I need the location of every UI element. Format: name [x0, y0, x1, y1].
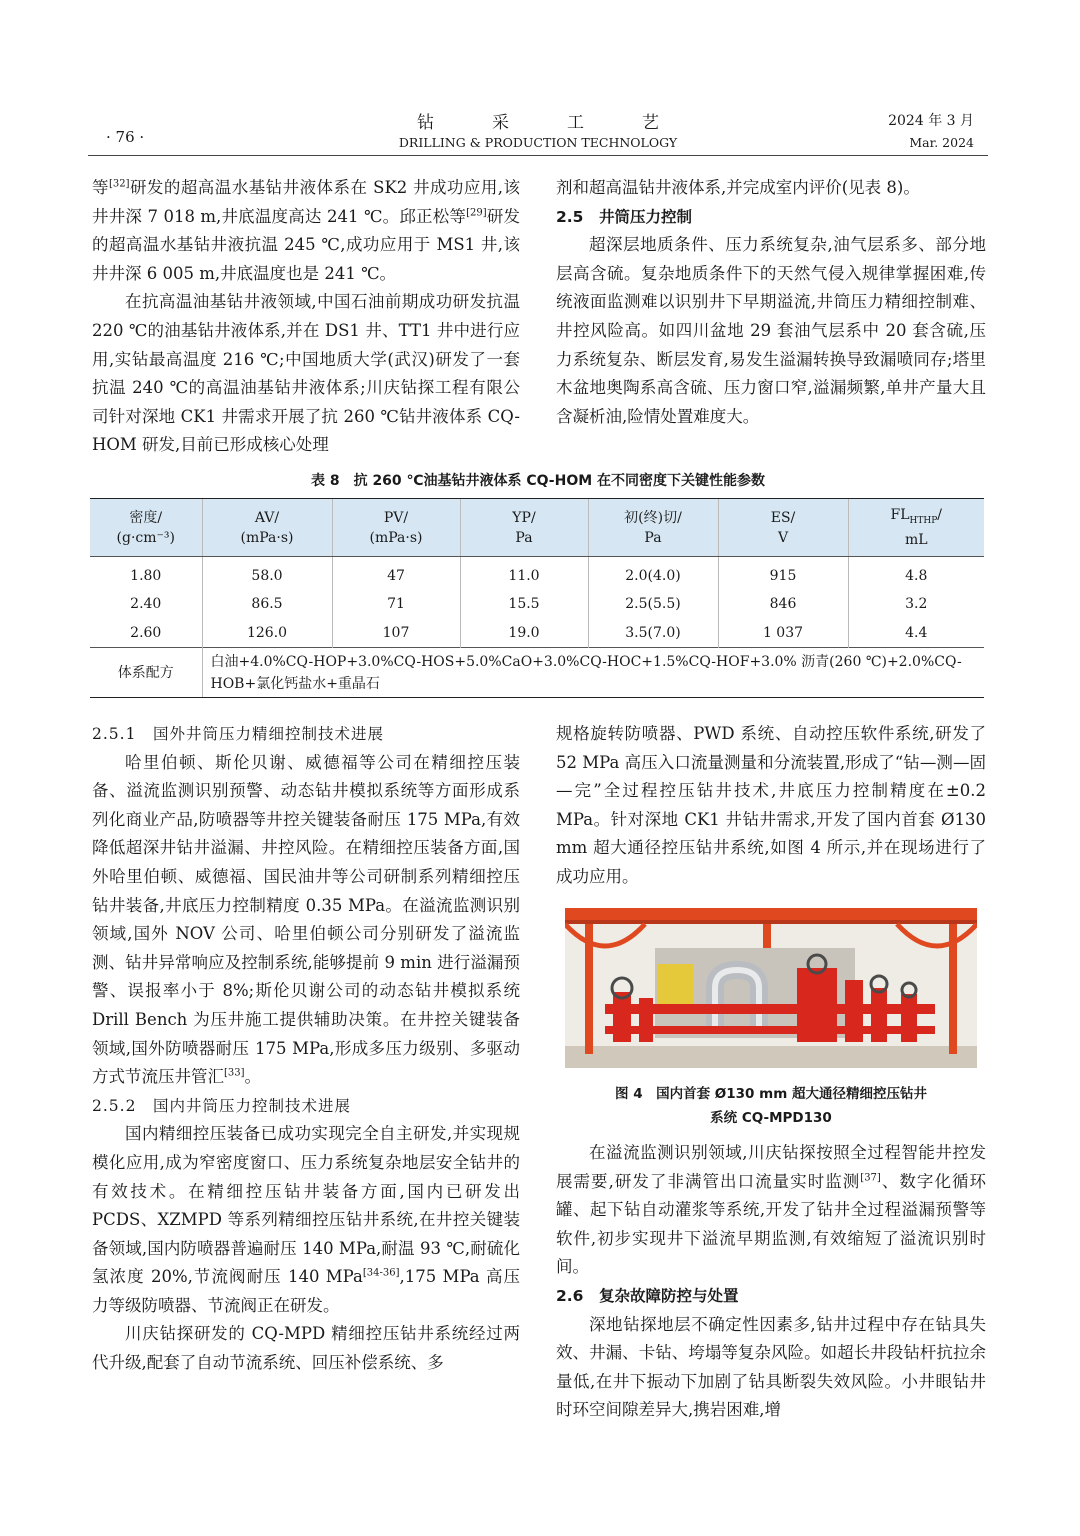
section-heading-2-5-1: 2.5.1 国外井筒压力精细控制技术进展: [92, 725, 384, 743]
table-row: [90, 619, 984, 648]
paragraph: 超深层地质条件、压力系统复杂,油气层系多、部分地层高含硫。复杂地质条件下的天然气侵入规律掌握困难,传统液面监测难以识别井下早期溢流,井筒压力精细控制难、井控风险高。如四川盆地 29 套油气层系中 20 套含硫,压力系统复杂、断层发育,易发生溢漏转换导致漏喷同存;塔里木盆地奥陶系高含硫、压力窗口窄,溢漏频繁,单井产量大且含凝析油,险情处置难度大。: [556, 235, 986, 426]
table-cell: 19.0: [460, 619, 588, 648]
citation[interactable]: [29]: [466, 207, 487, 219]
right-column-middle: [556, 720, 986, 892]
paragraph: 深地钻探地层不确定性因素多,钻井过程中存在钻具失效、井漏、卡钻、垮塌等复杂风险。如超长井段钻杆抗拉余量低,在井下振动下加剧了钻具断裂失效风险。小井眼钻井时环空间隙差异大,携岩困难,增: [556, 1314, 986, 1420]
table-cell: 71: [332, 590, 460, 619]
journal-title-cn: 钻采工艺: [417, 113, 717, 133]
table-cell: 846: [718, 590, 848, 619]
table-cell: 915: [718, 557, 848, 590]
citation[interactable]: [32]: [108, 178, 130, 190]
formula-text: 白油+4.0%CQ-HOP+3.0%CQ-HOS+5.0%CaO+3.0%CQ-HOC+1.5%CQ-HOF+3.0% 沥青(260 ℃)+2.0%CQ-HOB+氯化钙盐水+重晶石: [202, 648, 984, 698]
figure-4-photo: [565, 908, 977, 1068]
citation[interactable]: [37]: [860, 1172, 881, 1184]
table-row: [90, 590, 984, 619]
page-header: [88, 104, 988, 156]
journal-title-en: DRILLING & PRODUCTION TECHNOLOGY: [398, 135, 678, 150]
mpd-equipment-illustration: [565, 908, 977, 1068]
figure-caption: 图 4 国内首套 Ø130 mm 超大通径精细控压钻井 系统 CQ-MPD130: [615, 1086, 927, 1126]
issue-date-en: Mar. 2024: [909, 135, 974, 150]
table-cell: 2.0(4.0): [588, 557, 718, 590]
section-heading-2-5: 2.5 井筒压力控制: [556, 207, 692, 226]
column-header: $FL_{HTHP}/$ mL: [848, 499, 984, 557]
table-cell: 15.5: [460, 590, 588, 619]
citation[interactable]: [34-36]: [362, 1267, 400, 1279]
table-cell: 107: [332, 619, 460, 648]
table-cell: 11.0: [460, 557, 588, 590]
section-heading-2-5-2: 2.5.2 国内井筒压力控制技术进展: [92, 1096, 351, 1115]
paragraph: 规格旋转防喷器、PWD 系统、自动控压软件系统,研发了 52 MPa 高压入口流量测量和分流装置,形成了“钻—测—固—完”全过程控压钻井技术,井底压力控制精度在±0.2 MPa。针对深地 CK1 井钻井需求,开发了国内首套 Ø130 mm 超大通径控压钻井系统,如图 4 所示,并在现场进行了成功应用。: [556, 724, 986, 886]
column-header: PV/ (mPa·s): [332, 499, 460, 557]
paragraph: 哈里伯顿、斯伦贝谢、威德福等公司在精细控压装备、溢流监测识别预警、动态钻井模拟系统等方面形成系列化商业产品,防喷器等井控关键装备耐压 175 MPa,有效降低超深井钻井溢漏、井控风险。在精细控压装备方面,国外哈里伯顿、威德福、国民油井等公司研制系列精细控压钻井装备,井底压力控制精度 0.35 MPa。在溢流监测识别领域,国外 NOV 公司、哈里伯顿公司分别研发了溢流监测、钻井异常响应及控制系统,能够提前 9 min 进行溢漏预警、误报率小于 8%;斯伦贝谢公司的动态钻井模拟系统 Drill Bench 为压井施工提供辅助决策。在井控关键装备领域,国外防喷器耐压 175 MPa,形成多压力级别、多驱动方式节流压井管汇[33]。: [92, 752, 520, 1087]
table-cell: 47: [332, 557, 460, 590]
table-header-row: [90, 499, 984, 557]
left-column-bottom: [92, 720, 520, 1378]
table-cell: 1 037: [718, 619, 848, 648]
table-cell: 3.2: [848, 590, 984, 619]
right-column-top: [556, 174, 986, 431]
column-header: ES/ V: [718, 499, 848, 557]
paragraph: 在抗高温油基钻井液领域,中国石油前期成功研发抗温 220 ℃的油基钻井液体系,并在 DS1 井、TT1 井中进行应用,实钻最高温度 216 ℃;中国地质大学(武汉)研发了一套抗温 240 ℃的高温油基钻井液体系;川庆钻探工程有限公司针对深地 CK1 井需求开展了抗 260 ℃钻井液体系 CQ-HOM 研发,目前已形成核心处理: [92, 292, 520, 455]
column-header: YP/ Pa: [460, 499, 588, 557]
performance-table: [90, 498, 984, 698]
paragraph: 国内精细控压装备已成功实现完全自主研发,并实现规模化应用,成为窄密度窗口、压力系统复杂地层安全钻井的有效技术。在精细控压钻井装备方面,国内已研发出 PCDS、XZMPD 等系列精细控压钻井系统,在井控关键装备领域,国内防喷器普遍耐压 140 MPa,耐温 93 ℃,耐硫化氢浓度 20%,节流阀耐压 140 MPa[34-36],175 MPa 高压力等级防喷器、节流阀正在研发。: [92, 1124, 520, 1315]
column-header: 密度/ (g·cm⁻³): [90, 499, 202, 557]
section-heading-2-6: 2.6 复杂故障防控与处置: [556, 1286, 739, 1305]
formula-label: 体系配方: [90, 648, 202, 698]
right-column-bottom: [556, 1139, 986, 1425]
paragraph: 剂和超高温钻井液体系,并完成室内评价(见表 8)。: [556, 178, 920, 197]
table-cell: 86.5: [202, 590, 332, 619]
issue-date-cn: 2024 年 3 月: [888, 113, 974, 129]
table-cell: 4.4: [848, 619, 984, 648]
column-header: 初(终)切/ Pa: [588, 499, 718, 557]
table-cell: 2.40: [130, 596, 162, 612]
table-caption: 表 8 抗 260 ℃油基钻井液体系 CQ-HOM 在不同密度下关键性能参数: [310, 473, 766, 489]
left-column-top: [92, 174, 520, 460]
column-header: AV/ (mPa·s): [202, 499, 332, 557]
table-cell: 1.80: [130, 568, 162, 585]
paragraph: 等[32]研发的超高温水基钻井液体系在 SK2 井成功应用,该井井深 7 018 m,井底温度高达 241 ℃。邱正松等[29]研发的超高温水基钻井液抗温 245 ℃,成功应用于 MS1 井,该井井深 6 005 m,井底温度也是 241 ℃。: [92, 178, 521, 283]
paragraph: 在溢流监测识别领域,川庆钻探按照全过程智能井控发展需要,研发了非满管出口流量实时监测[37]、数字化循环罐、起下钻自动灌浆等系统,开发了钻井全过程溢漏预警等软件,初步实现井下溢流早期监测,有效缩短了溢流识别时间。: [556, 1143, 987, 1277]
table-cell: 4.8: [848, 557, 984, 590]
table-cell: 3.5(7.0): [588, 619, 718, 648]
paragraph: 川庆钻探研发的 CQ-MPD 精细控压钻井系统经过两代升级,配套了自动节流系统、回压补偿系统、多: [92, 1324, 520, 1373]
table-cell: 2.5(5.5): [588, 590, 718, 619]
page-number: · 76 ·: [106, 128, 145, 146]
table-cell: 58.0: [202, 557, 332, 590]
table-cell: 2.60: [130, 624, 162, 641]
citation[interactable]: [33]: [224, 1067, 245, 1079]
formula-row: [90, 648, 984, 698]
table-cell: 126.0: [202, 619, 332, 648]
table-row: [90, 557, 984, 590]
